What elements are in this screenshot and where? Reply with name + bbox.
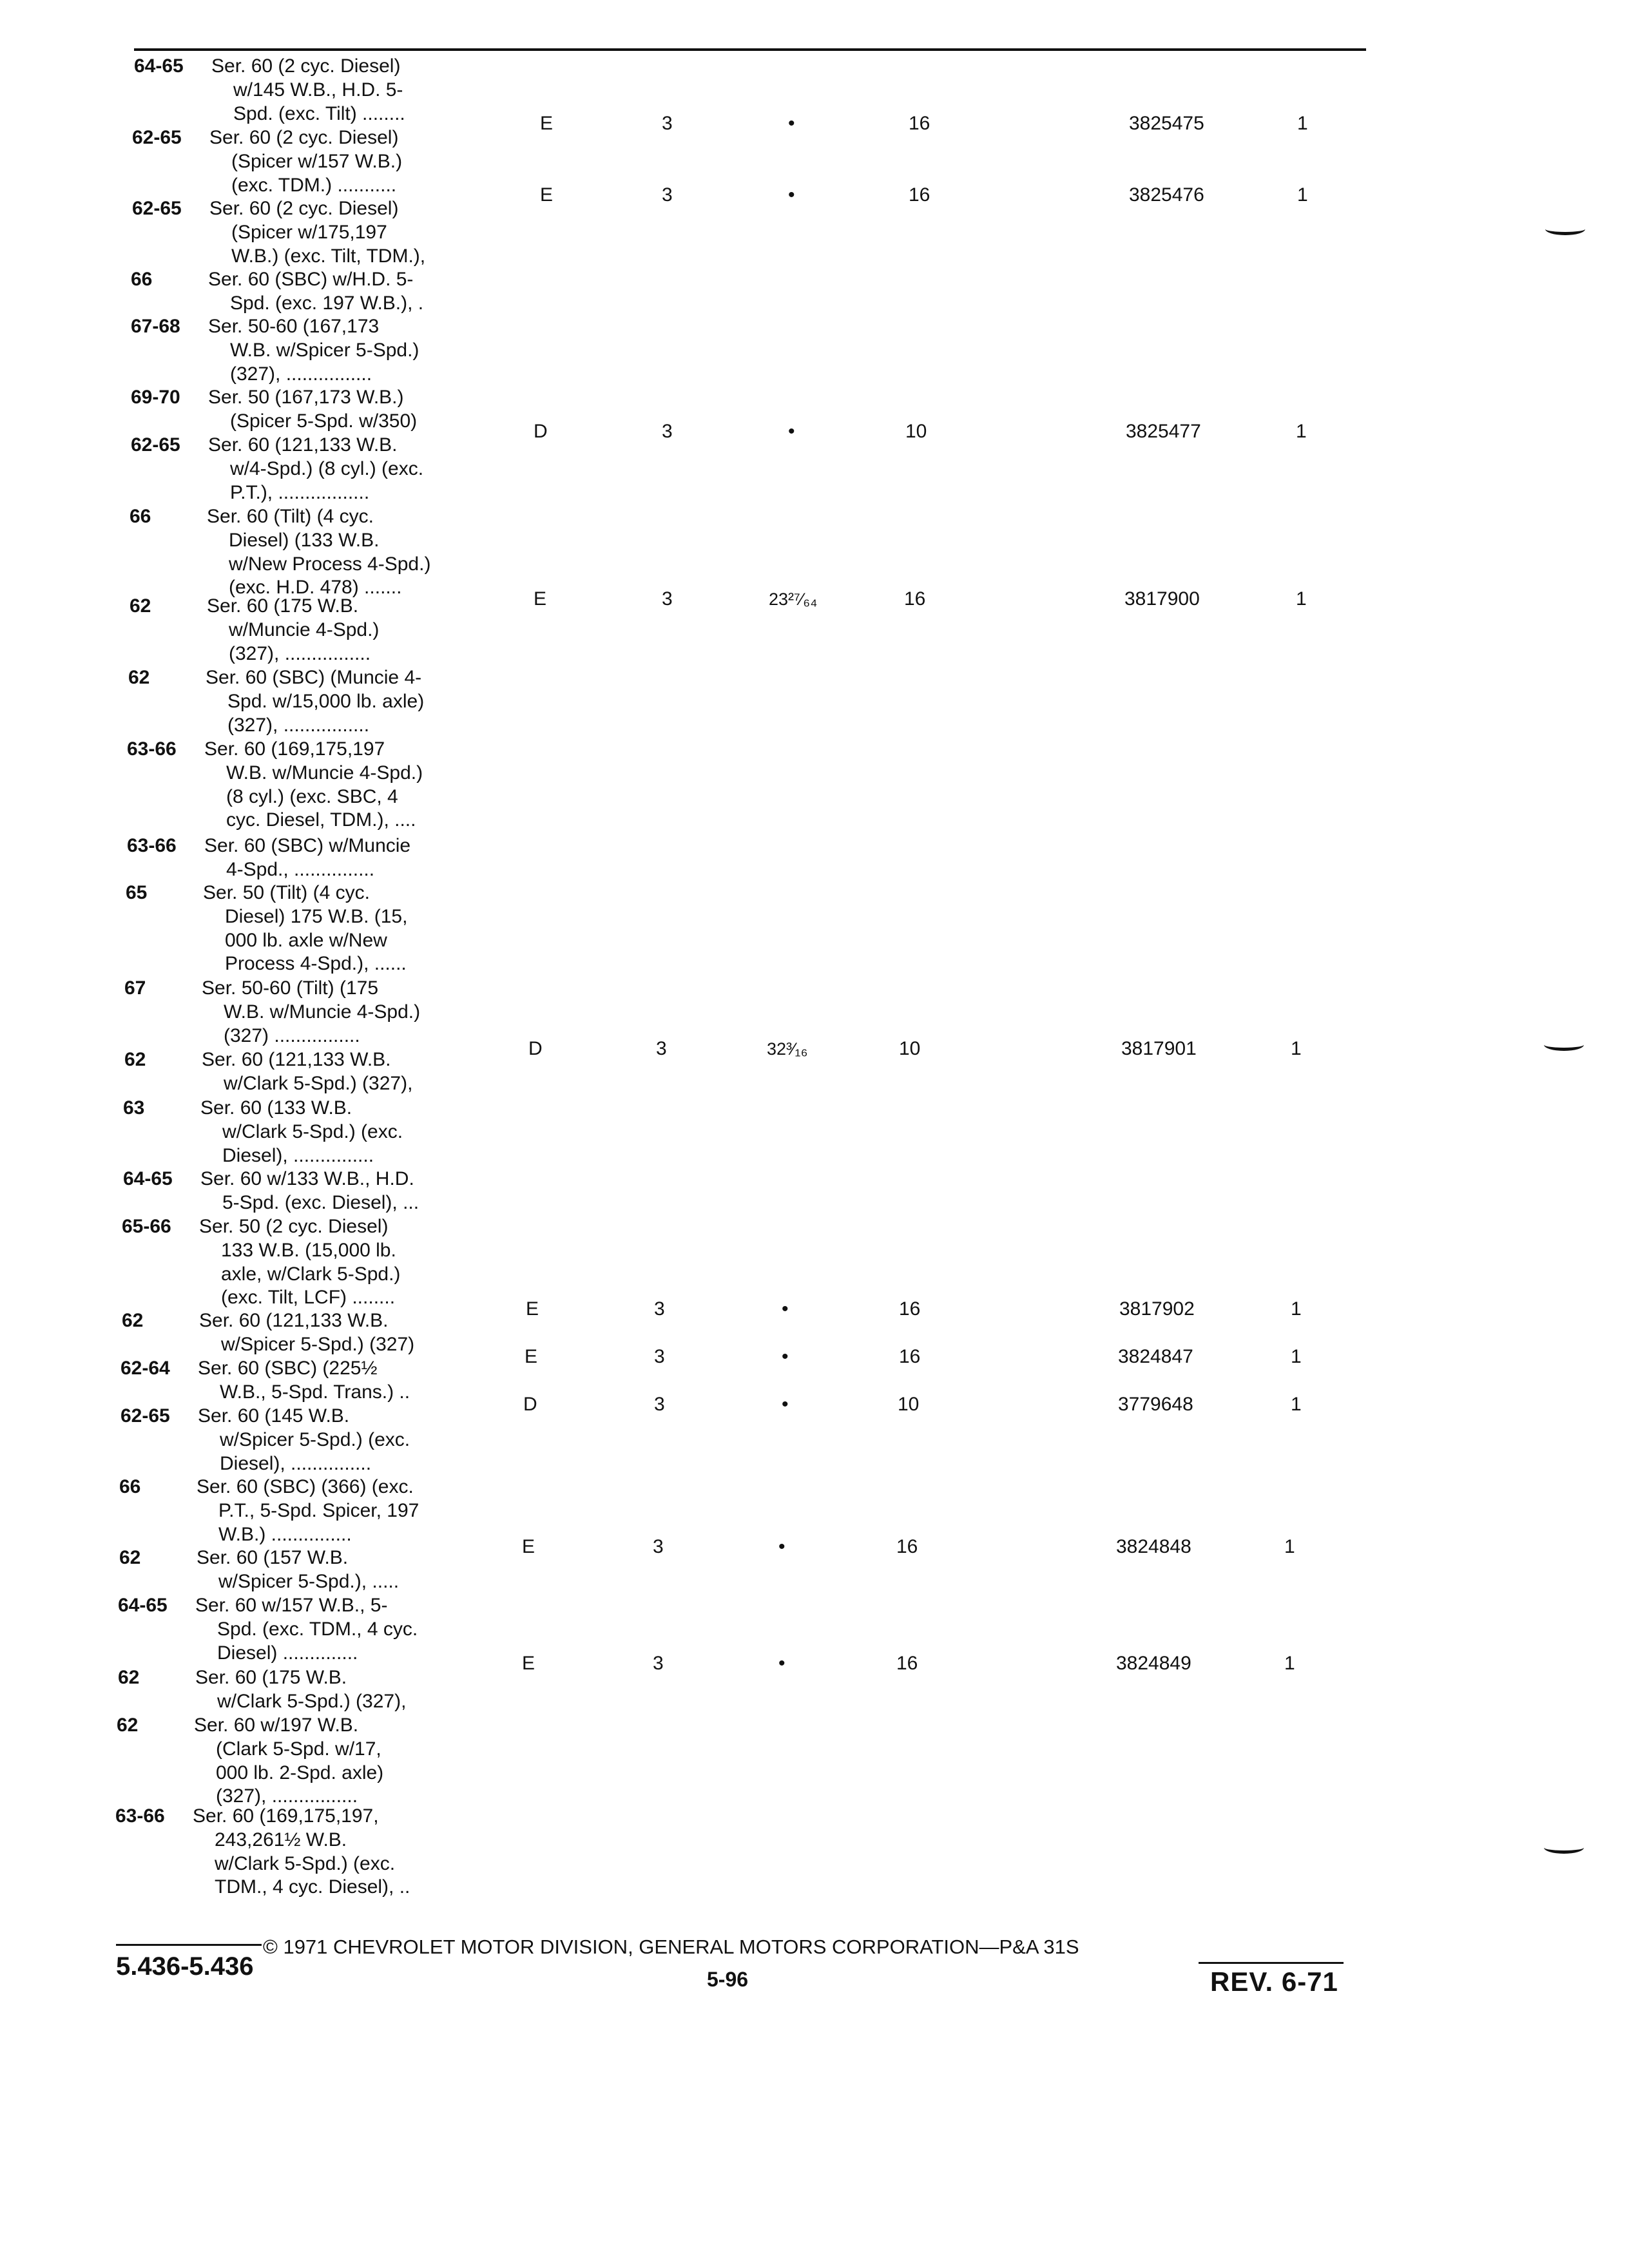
usage-count: 1 (1297, 184, 1308, 206)
type-code: D (528, 1038, 543, 1059)
catalog-code: 5.436-5.436 (116, 1952, 254, 1981)
binding-mark (1544, 1841, 1584, 1854)
application-description-line: W.B. w/Spicer 5-Spd.) (230, 339, 419, 361)
application-description-line: (327), ................ (227, 714, 370, 736)
application-description-line: Spd. (exc. Tilt) ........ (233, 102, 405, 124)
application-description-line: Ser. 60 (Tilt) (4 cyc. (207, 506, 374, 527)
part-number: 3817902 (1119, 1298, 1195, 1320)
application-description-line: Ser. 50 (2 cyc. Diesel) (199, 1216, 389, 1237)
model-years: 64-65 (123, 1168, 173, 1189)
spline-count: 16 (896, 1653, 918, 1674)
model-years: 62-65 (132, 127, 182, 148)
application-description-line: Ser. 60 (SBC) (225½ (198, 1358, 378, 1379)
application-description-line: P.T.), ................. (230, 481, 370, 503)
application-description-line: Ser. 60 (133 W.B. (200, 1097, 352, 1119)
application-description-line: Diesel), ............... (222, 1144, 374, 1166)
application-description-line: Ser. 60 (175 W.B. (195, 1667, 347, 1688)
application-description-line: w/145 W.B., H.D. 5- (233, 79, 403, 101)
application-description-line: w/Spicer 5-Spd.), ..... (218, 1570, 400, 1592)
model-years: 63 (123, 1097, 145, 1119)
application-description-line: w/New Process 4-Spd.) (229, 553, 431, 575)
type-code: E (526, 1298, 539, 1320)
application-description-line: Ser. 60 (SBC) (366) (exc. (197, 1476, 414, 1497)
model-years: 62-65 (120, 1405, 170, 1427)
quantity-value: 3 (662, 588, 673, 610)
model-years: 62 (122, 1310, 144, 1331)
application-description-line: Ser. 50 (167,173 W.B.) (208, 387, 404, 408)
application-description-line: w/Clark 5-Spd.) (327), (224, 1072, 413, 1094)
application-description-line: TDM., 4 cyc. Diesel), .. (215, 1876, 410, 1898)
type-code: E (540, 184, 554, 206)
model-years: 67-68 (131, 316, 180, 337)
application-description-line: Ser. 60 (SBC) (Muncie 4- (206, 667, 422, 688)
usage-count: 1 (1291, 1394, 1302, 1415)
application-description-line: Spd. (exc. 197 W.B.), . (230, 292, 424, 314)
usage-count: 1 (1296, 421, 1307, 442)
part-number: 3817900 (1124, 588, 1200, 610)
length-value: • (782, 1298, 789, 1320)
application-description-line: (327), ................ (229, 642, 371, 664)
model-years: 62-65 (132, 198, 182, 219)
length-value: • (782, 1394, 789, 1415)
part-number: 3825477 (1126, 421, 1201, 442)
usage-count: 1 (1291, 1038, 1302, 1059)
spline-count: 16 (909, 184, 930, 206)
application-description-line: (Spicer 5-Spd. w/350) (230, 410, 418, 432)
model-years: 67 (124, 977, 146, 999)
type-code: D (523, 1394, 537, 1415)
part-number: 3825475 (1129, 113, 1204, 134)
model-years: 63-66 (127, 835, 177, 856)
length-value: • (782, 1346, 789, 1367)
revision-label: REV. 6-71 (1210, 1966, 1338, 1997)
application-description-line: w/4-Spd.) (8 cyl.) (exc. (230, 457, 424, 479)
application-description-line: (exc. Tilt, LCF) ........ (221, 1287, 396, 1309)
application-description-line: Process 4-Spd.), ...... (225, 953, 407, 975)
part-number: 3779648 (1118, 1394, 1193, 1415)
application-description-line: Ser. 60 w/157 W.B., 5- (195, 1595, 388, 1616)
type-code: E (522, 1536, 535, 1557)
length-value: 23²⁷⁄₆₄ (769, 590, 818, 609)
length-value: • (778, 1653, 786, 1674)
application-description-line: 133 W.B. (15,000 lb. (221, 1239, 396, 1261)
application-description-line: Ser. 60 (2 cyc. Diesel) (211, 55, 401, 77)
application-description-line: cyc. Diesel, TDM.), .... (226, 809, 416, 831)
application-description-line: (Spicer w/157 W.B.) (231, 150, 403, 172)
part-number: 3824849 (1116, 1653, 1191, 1674)
application-description-line: Ser. 60 (169,175,197, (193, 1805, 379, 1827)
model-years: 62-64 (120, 1358, 170, 1379)
quantity-value: 3 (653, 1653, 664, 1674)
spline-count: 16 (896, 1536, 918, 1557)
spline-count: 16 (909, 113, 930, 134)
application-description-line: Spd. (exc. TDM., 4 cyc. (217, 1618, 418, 1640)
top-rule (134, 48, 1366, 51)
quantity-value: 3 (656, 1038, 667, 1059)
quantity-value: 3 (662, 184, 673, 206)
application-description-line: 5-Spd. (exc. Diesel), ... (222, 1191, 419, 1213)
application-description-line: Ser. 60 (157 W.B. (197, 1547, 349, 1568)
application-description-line: w/Spicer 5-Spd.) (exc. (220, 1428, 410, 1450)
binding-mark (1544, 1039, 1584, 1051)
application-description-line: Diesel), ............... (220, 1452, 372, 1474)
model-years: 62 (128, 667, 150, 688)
quantity-value: 3 (653, 1536, 664, 1557)
application-description-line: Diesel) .............. (217, 1642, 358, 1664)
model-years: 66 (130, 506, 151, 527)
model-years: 66 (131, 269, 153, 290)
application-description-line: 4-Spd., ............... (226, 858, 375, 880)
usage-count: 1 (1291, 1298, 1302, 1320)
application-description-line: Ser. 60 (SBC) w/H.D. 5- (208, 269, 414, 290)
application-description-line: (exc. H.D. 478) ....... (229, 577, 402, 599)
application-description-line: W.B.) ............... (218, 1523, 352, 1545)
application-description-line: (327), ................ (216, 1785, 358, 1807)
length-value: • (788, 184, 795, 206)
usage-count: 1 (1284, 1536, 1295, 1557)
application-description-line: (8 cyl.) (exc. SBC, 4 (226, 785, 398, 807)
application-description-line: 243,261½ W.B. (215, 1829, 347, 1850)
page-number: 5-96 (707, 1968, 749, 1991)
type-code: E (522, 1653, 535, 1674)
type-code: D (534, 421, 548, 442)
quantity-value: 3 (654, 1346, 665, 1367)
application-description-line: 000 lb. 2-Spd. axle) (216, 1762, 384, 1783)
model-years: 64-65 (118, 1595, 168, 1616)
spline-count: 10 (898, 1394, 920, 1415)
model-years: 64-65 (134, 55, 184, 77)
application-description-line: Ser. 60 (121,133 W.B. (199, 1310, 389, 1331)
model-years: 65-66 (122, 1216, 171, 1237)
spline-count: 10 (899, 1038, 921, 1059)
length-value: 32³⁄₁₆ (767, 1039, 808, 1059)
model-years: 62 (118, 1667, 140, 1688)
copyright-line: © 1971 CHEVROLET MOTOR DIVISION, GENERAL MOTORS CORPORATION—P&A 31S (263, 1936, 1079, 1958)
application-description-line: w/Muncie 4-Spd.) (229, 619, 380, 640)
quantity-value: 3 (662, 113, 673, 134)
application-description-line: Ser. 50-60 (167,173 (208, 316, 380, 337)
application-description-line: W.B.) (exc. Tilt, TDM.), (231, 245, 426, 267)
quantity-value: 3 (662, 421, 673, 442)
application-description-line: (327), ................ (230, 363, 372, 385)
application-description-line: Ser. 60 (175 W.B. (207, 595, 359, 617)
footer-rule-left (116, 1944, 262, 1946)
model-years: 62 (124, 1049, 146, 1070)
application-description-line: Ser. 60 (169,175,197 (204, 738, 385, 760)
application-description-line: Diesel) (133 W.B. (229, 529, 380, 551)
footer-rule-right (1199, 1962, 1344, 1964)
part-number: 3825476 (1129, 184, 1204, 206)
application-description-line: Diesel) 175 W.B. (15, (225, 905, 408, 927)
type-code: E (534, 588, 547, 610)
application-description-line: (327) ................ (224, 1024, 360, 1046)
model-years: 66 (119, 1476, 141, 1497)
application-description-line: (exc. TDM.) ........... (231, 174, 397, 196)
application-description-line: w/Clark 5-Spd.) (327), (217, 1690, 407, 1712)
spline-count: 10 (905, 421, 927, 442)
application-description-line: w/Clark 5-Spd.) (exc. (215, 1852, 396, 1874)
application-description-line: W.B. w/Muncie 4-Spd.) (226, 762, 423, 783)
spline-count: 16 (899, 1298, 921, 1320)
quantity-value: 3 (654, 1394, 665, 1415)
usage-count: 1 (1297, 113, 1308, 134)
model-years: 62 (119, 1547, 141, 1568)
type-code: E (540, 113, 554, 134)
application-description-line: 000 lb. axle w/New (225, 929, 387, 951)
application-description-line: P.T., 5-Spd. Spicer, 197 (218, 1499, 419, 1521)
usage-count: 1 (1296, 588, 1307, 610)
application-description-line: W.B., 5-Spd. Trans.) .. (220, 1381, 410, 1403)
application-description-line: Ser. 60 (2 cyc. Diesel) (209, 127, 399, 148)
application-description-line: Ser. 60 (121,133 W.B. (208, 434, 398, 456)
length-value: • (788, 113, 795, 134)
application-description-line: (Clark 5-Spd. w/17, (216, 1738, 381, 1760)
application-description-line: (Spicer w/175,197 (231, 221, 387, 243)
model-years: 69-70 (131, 387, 180, 408)
usage-count: 1 (1291, 1346, 1302, 1367)
model-years: 62 (130, 595, 151, 617)
spline-count: 16 (904, 588, 926, 610)
application-description-line: Ser. 60 (121,133 W.B. (202, 1049, 391, 1070)
model-years: 63-66 (115, 1805, 165, 1827)
application-description-line: Ser. 60 (SBC) w/Muncie (204, 835, 411, 856)
application-description-line: Ser. 60 w/197 W.B. (194, 1715, 359, 1736)
application-description-line: Spd. w/15,000 lb. axle) (227, 690, 425, 712)
part-number: 3824848 (1116, 1536, 1191, 1557)
application-description-line: axle, w/Clark 5-Spd.) (221, 1263, 401, 1285)
usage-count: 1 (1284, 1653, 1295, 1674)
part-number: 3824847 (1118, 1346, 1193, 1367)
application-description-line: w/Spicer 5-Spd.) (327) (221, 1333, 415, 1355)
model-years: 62-65 (131, 434, 180, 456)
application-description-line: Ser. 50-60 (Tilt) (175 (202, 977, 378, 999)
application-description-line: W.B. w/Muncie 4-Spd.) (224, 1001, 421, 1023)
part-number: 3817901 (1121, 1038, 1197, 1059)
application-description-line: Ser. 50 (Tilt) (4 cyc. (203, 882, 370, 903)
model-years: 65 (126, 882, 148, 903)
model-years: 63-66 (127, 738, 177, 760)
application-description-line: w/Clark 5-Spd.) (exc. (222, 1120, 403, 1142)
application-description-line: Ser. 60 (2 cyc. Diesel) (209, 198, 399, 219)
quantity-value: 3 (654, 1298, 665, 1320)
type-code: E (525, 1346, 538, 1367)
length-value: • (778, 1536, 786, 1557)
binding-mark (1545, 223, 1585, 235)
application-description-line: Ser. 60 (145 W.B. (198, 1405, 350, 1427)
model-years: 62 (117, 1715, 139, 1736)
application-description-line: Ser. 60 w/133 W.B., H.D. (200, 1168, 414, 1189)
length-value: • (788, 421, 795, 442)
spline-count: 16 (899, 1346, 921, 1367)
